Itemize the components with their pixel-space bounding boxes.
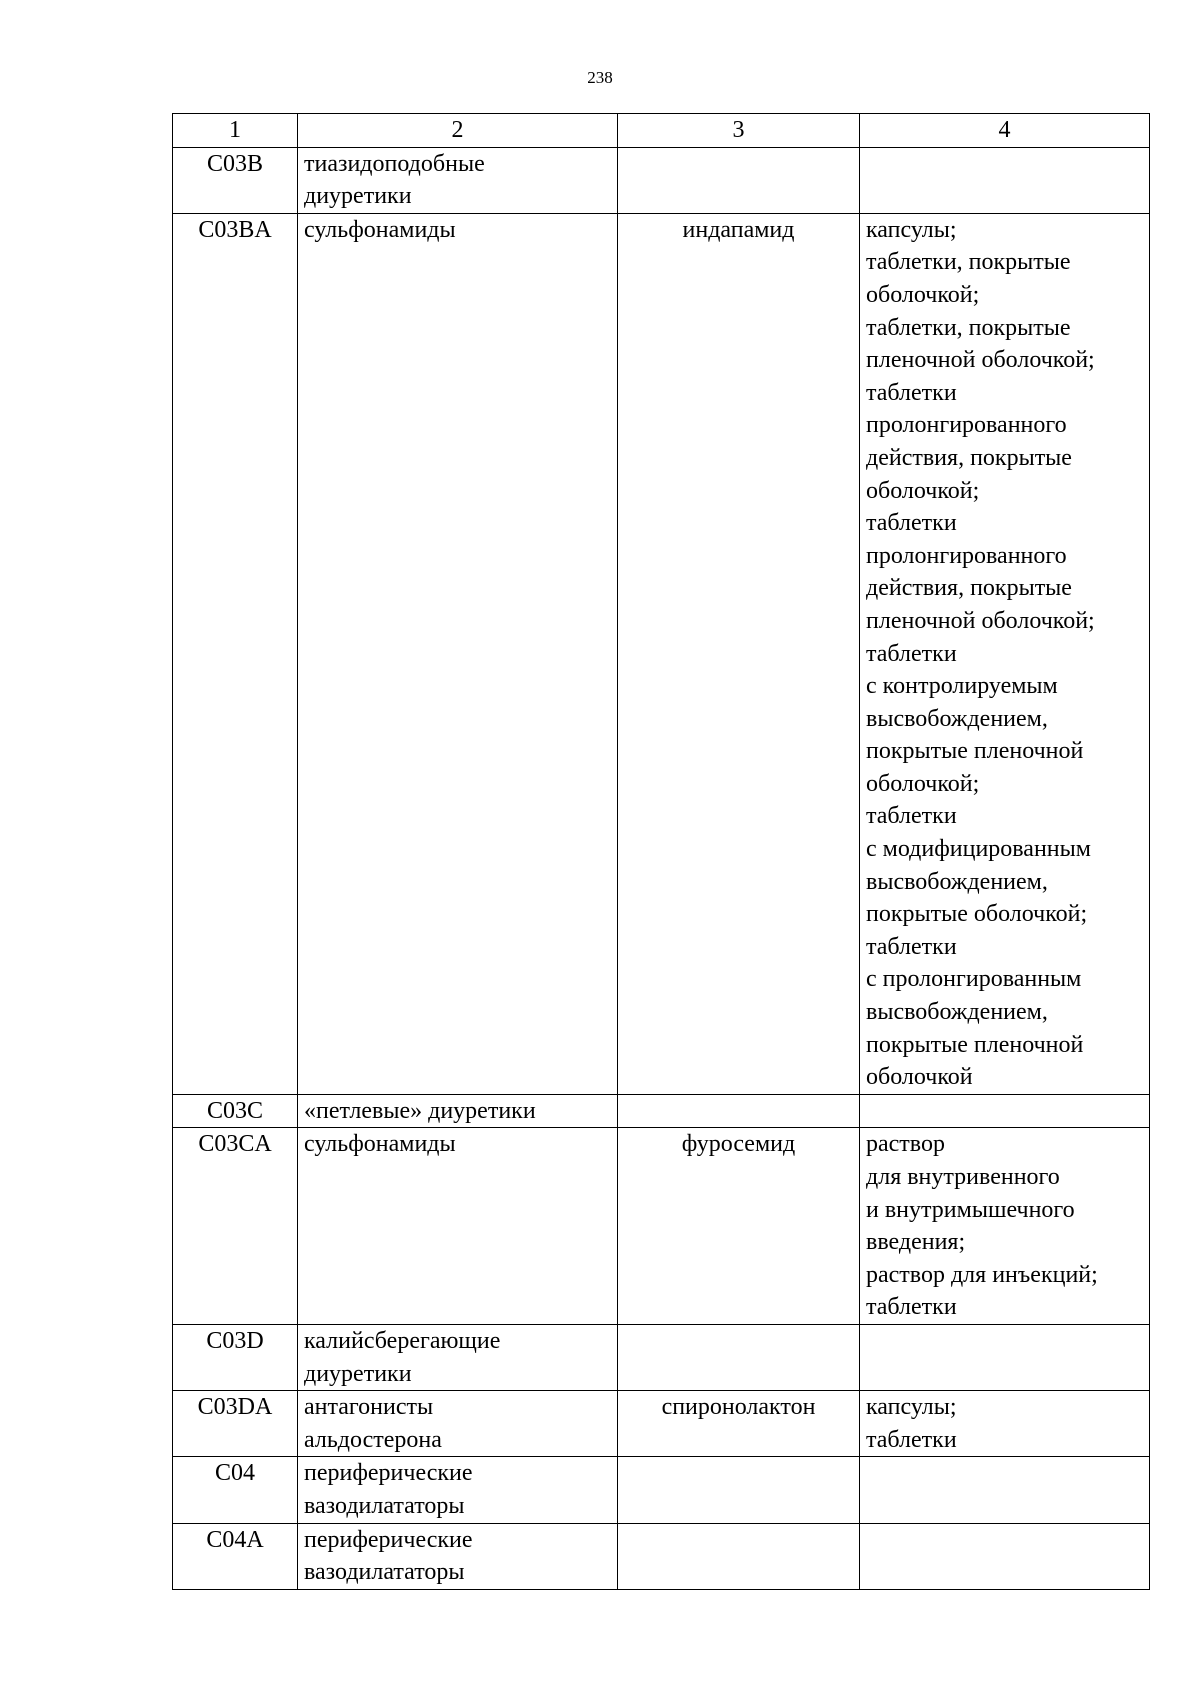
- group-line: «петлевые» диуретики: [304, 1097, 536, 1124]
- dosage-form-line: для внутривенного: [866, 1164, 1060, 1190]
- dosage-form-line: покрытые оболочкой;: [866, 901, 1088, 928]
- table-row: [173, 213, 1150, 1094]
- dosage-form-line: действия, покрытые: [866, 575, 1072, 602]
- anatomical-group-cell: [298, 1457, 618, 1523]
- atc-code-cell: C03C: [173, 1094, 298, 1128]
- dosage-form-line: раствор: [866, 1131, 945, 1158]
- group-line: сульфонамиды: [304, 1131, 456, 1158]
- column-header-1: 1: [173, 114, 298, 148]
- group-line: диуретики: [304, 1360, 412, 1387]
- dosage-form-line: высвобождением,: [866, 868, 1048, 895]
- dosage-form-line: введения;: [866, 1229, 966, 1256]
- drug-name-cell: [618, 1324, 860, 1390]
- dosage-forms-cell: [860, 1523, 1150, 1589]
- anatomical-group-cell: [298, 1094, 618, 1128]
- dosage-form-line: оболочкой: [866, 1064, 973, 1091]
- dosage-forms-cell: [860, 1391, 1150, 1457]
- atc-code-cell: C03D: [173, 1324, 298, 1390]
- table-row: [173, 1094, 1150, 1128]
- drug-name-cell: индапамид: [618, 213, 860, 1094]
- dosage-form-line: покрытые пленочной: [866, 738, 1084, 765]
- atc-code-cell: C03BA: [173, 213, 298, 1094]
- page-number: 238: [587, 68, 613, 87]
- group-line: тиазидоподобные: [304, 150, 485, 177]
- table-row: [173, 1457, 1150, 1523]
- group-line: диуретики: [304, 183, 412, 210]
- dosage-form-line: оболочкой;: [866, 477, 980, 504]
- dosage-form-line: покрытые пленочной: [866, 1031, 1084, 1058]
- dosage-form-line: оболочкой;: [866, 770, 980, 797]
- column-header-2: 2: [298, 114, 618, 148]
- drug-name-cell: [618, 1523, 860, 1589]
- dosage-forms-cell: [860, 1094, 1150, 1128]
- atc-code-cell: C04: [173, 1457, 298, 1523]
- dosage-form-line: таблетки: [866, 933, 957, 960]
- atc-code-cell: C04A: [173, 1523, 298, 1589]
- dosage-form-line: таблетки: [866, 1426, 957, 1453]
- dosage-form-line: таблетки: [866, 640, 957, 667]
- dosage-forms-cell: [860, 1324, 1150, 1390]
- dosage-form-line: таблетки: [866, 803, 957, 830]
- dosage-form-line: раствор для инъекций;: [866, 1261, 1098, 1288]
- dosage-form-line: пролонгированного: [866, 412, 1067, 439]
- group-line: периферические: [304, 1526, 473, 1553]
- group-line: периферические: [304, 1460, 473, 1487]
- drug-name-cell: [618, 1457, 860, 1523]
- group-line: калийсберегающие: [304, 1327, 501, 1354]
- group-line: альдостерона: [304, 1426, 442, 1453]
- anatomical-group-cell: [298, 213, 618, 1094]
- dosage-form-line: высвобождением,: [866, 705, 1048, 732]
- drug-name-cell: спиронолактон: [618, 1391, 860, 1457]
- anatomical-group-cell: [298, 1391, 618, 1457]
- dosage-form-line: капсулы;: [866, 216, 957, 243]
- table-row: [173, 1324, 1150, 1390]
- dosage-form-line: с контролируемым: [866, 673, 1058, 700]
- table-row: [173, 147, 1150, 213]
- drug-name-cell: фуросемид: [618, 1128, 860, 1325]
- table-header-row: [173, 114, 1150, 148]
- dosage-form-line: оболочкой;: [866, 281, 980, 308]
- anatomical-group-cell: [298, 1128, 618, 1325]
- group-line: вазодилататоры: [304, 1559, 465, 1586]
- anatomical-group-cell: [298, 1324, 618, 1390]
- dosage-form-line: с пролонгированным: [866, 966, 1082, 993]
- dosage-form-line: пролонгированного: [866, 542, 1067, 569]
- atc-code-cell: C03B: [173, 147, 298, 213]
- group-line: антагонисты: [304, 1394, 434, 1421]
- dosage-form-line: с модифицированным: [866, 836, 1091, 863]
- atc-code-cell: C03DA: [173, 1391, 298, 1457]
- column-header-4: 4: [860, 114, 1150, 148]
- dosage-form-line: таблетки: [866, 510, 957, 537]
- dosage-forms-cell: [860, 1457, 1150, 1523]
- group-line: сульфонамиды: [304, 216, 456, 243]
- drug-name-cell: [618, 147, 860, 213]
- dosage-forms-cell: [860, 1128, 1150, 1325]
- table-row: [173, 1523, 1150, 1589]
- group-line: вазодилататоры: [304, 1492, 465, 1519]
- dosage-form-line: высвобождением,: [866, 999, 1048, 1026]
- atc-code-cell: C03CA: [173, 1128, 298, 1325]
- dosage-form-line: пленочной оболочкой;: [866, 607, 1095, 634]
- table-row: [173, 1128, 1150, 1325]
- drug-name-cell: [618, 1094, 860, 1128]
- anatomical-group-cell: [298, 1523, 618, 1589]
- anatomical-group-cell: [298, 147, 618, 213]
- dosage-forms-cell: [860, 147, 1150, 213]
- dosage-form-line: пленочной оболочкой;: [866, 347, 1095, 374]
- dosage-form-line: таблетки, покрытые: [866, 314, 1071, 341]
- dosage-form-line: таблетки, покрытые: [866, 249, 1071, 276]
- dosage-form-line: таблетки: [866, 1294, 957, 1321]
- dosage-form-line: капсулы;: [866, 1394, 957, 1421]
- dosage-form-line: таблетки: [866, 379, 957, 406]
- dosage-form-line: и внутримышечного: [866, 1196, 1075, 1223]
- table-row: [173, 1391, 1150, 1457]
- table-body: [173, 147, 1150, 1589]
- column-header-3: 3: [618, 114, 860, 148]
- dosage-form-line: действия, покрытые: [866, 444, 1072, 471]
- drug-classification-table: [172, 113, 1150, 1590]
- dosage-forms-cell: [860, 213, 1150, 1094]
